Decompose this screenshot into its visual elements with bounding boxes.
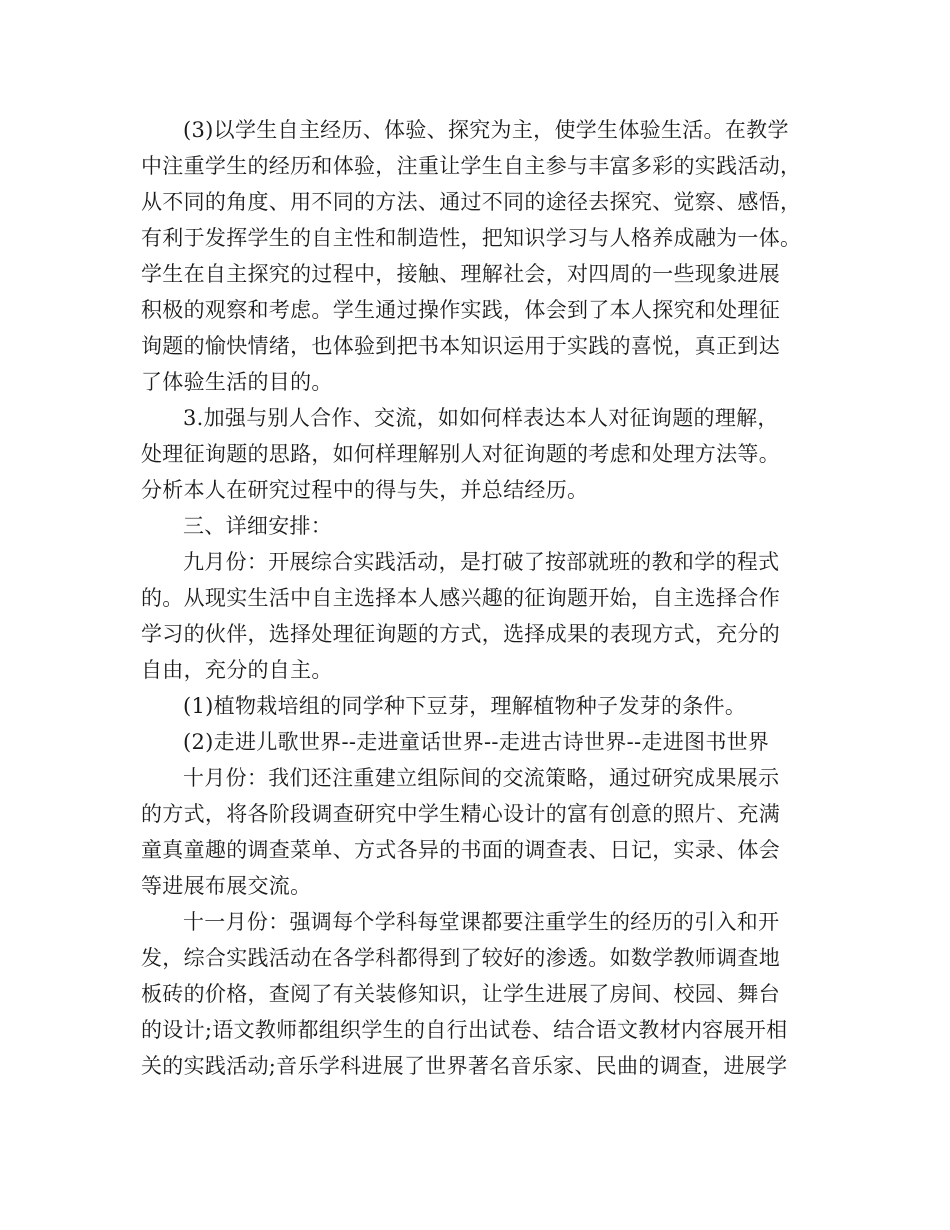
paragraph-line: 学习的伙伴，选择处理征询题的方式，选择成果的表现方式，充分的 [141,622,780,646]
paragraph-line: (1)植物栽培组的同学种下豆芽，理解植物种子发芽的条件。 [183,694,747,718]
paragraph-line: 分析本人在研究过程中的得与失，并总结经历。 [141,478,589,502]
paragraph-line: 自由，充分的自主。 [141,658,333,682]
paragraph-line: 十一月份：强调每个学科每堂课都要注重学生的经历的引入和开 [183,910,780,934]
paragraph-line: 有利于发挥学生的自主性和制造性，把知识学习与人格养成融为一体。 [141,226,802,250]
paragraph-line: 的方式，将各阶段调查研究中学生精心设计的富有创意的照片、充满 [141,802,780,826]
paragraph-line: 学生在自主探究的过程中，接触、理解社会，对四周的一些现象进展 [141,262,780,286]
paragraph-line: 积极的观察和考虑。学生通过操作实践，体会到了本人探究和处理征 [141,298,780,322]
paragraph-line: 询题的愉快情绪，也体验到把书本知识运用于实践的喜悦，真正到达 [141,334,780,358]
paragraph-line: 3.加强与别人合作、交流，如如何样表达本人对征询题的理解， [183,406,779,430]
paragraph-line: (2)走进儿歌世界--走进童话世界--走进古诗世界--走进图书世界 [183,730,770,754]
paragraph-line: (3)以学生自主经历、体验、探究为主，使学生体验生活。在教学 [183,118,789,142]
paragraph-line: 发，综合实践活动在各学科都得到了较好的渗透。如数学教师调查地 [141,946,780,970]
paragraph-line: 板砖的价格，查阅了有关装修知识，让学生进展了房间、校园、舞台 [141,982,780,1006]
paragraph-line: 的设计;语文教师都组织学生的自行出试卷、结合语文教材内容展开相 [141,1018,788,1042]
paragraph-line: 了体验生活的目的。 [141,370,333,394]
section-heading: 三、详细安排： [183,514,333,538]
paragraph-line: 九月份：开展综合实践活动，是打破了按部就班的教和学的程式 [183,550,780,574]
paragraph-line: 中注重学生的经历和体验，注重让学生自主参与丰富多彩的实践活动， [141,154,802,178]
paragraph-line: 关的实践活动;音乐学科进展了世界著名音乐家、民曲的调查，进展学 [141,1054,788,1078]
paragraph-line: 等进展布展交流。 [141,874,312,898]
paragraph-line: 从不同的角度、用不同的方法、通过不同的途径去探究、觉察、感悟， [141,190,802,214]
paragraph-line: 的。从现实生活中自主选择本人感兴趣的征询题开始，自主选择合作 [141,586,780,610]
paragraph-line: 处理征询题的思路，如何样理解别人对征询题的考虑和处理方法等。 [141,442,780,466]
paragraph-line: 十月份：我们还注重建立组际间的交流策略，通过研究成果展示 [183,766,780,790]
paragraph-line: 童真童趣的调查菜单、方式各异的书面的调查表、日记，实录、体会 [141,838,780,862]
